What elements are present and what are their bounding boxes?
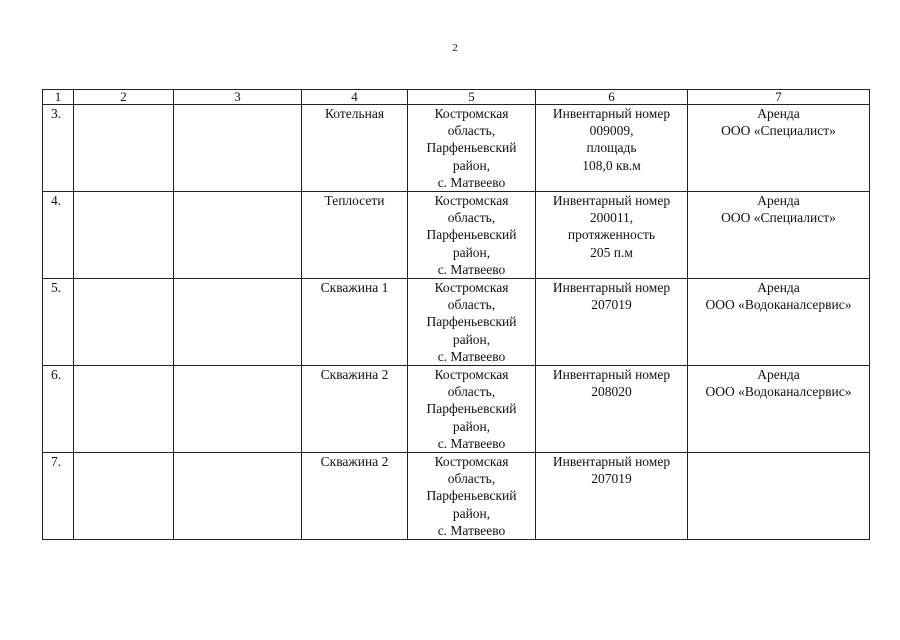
object-name-cell: Скважина 2 — [302, 366, 408, 453]
details-line: Инвентарный номер — [552, 454, 671, 470]
object-name-cell: Скважина 2 — [302, 453, 408, 540]
address-cell — [408, 279, 536, 366]
address-line: с. Матвеево — [437, 174, 506, 190]
encumbrance-cell — [688, 366, 870, 453]
address-line: район, — [452, 331, 491, 347]
encumbrance-line: Аренда — [757, 106, 800, 121]
column-header-5: 5 — [408, 90, 536, 105]
details-cell — [536, 453, 688, 540]
encumbrance-line: Аренда — [757, 280, 800, 296]
row-number-cell: 5. — [43, 279, 74, 366]
column-header-1: 1 — [43, 90, 74, 105]
details-line: Инвентарный номер — [552, 367, 671, 383]
details-line: 200011, — [589, 210, 634, 226]
details-line: 207019 — [591, 471, 632, 487]
details-line: 205 п.м — [590, 244, 633, 260]
column-header-6: 6 — [536, 90, 688, 105]
encumbrance-line: ООО «Специалист» — [721, 123, 836, 139]
column-2-cell — [74, 105, 174, 192]
address-cell — [408, 453, 536, 540]
column-2-cell — [74, 192, 174, 279]
address-line: район, — [452, 244, 491, 260]
column-3-cell — [174, 366, 302, 453]
table-row — [43, 105, 870, 192]
details-line: Инвентарный номер — [552, 193, 671, 209]
details-line: Инвентарный номер — [552, 280, 671, 296]
address-line: Костромская — [434, 454, 509, 470]
column-3-cell — [174, 105, 302, 192]
details-cell — [536, 366, 688, 453]
address-line: с. Матвеево — [437, 522, 506, 538]
address-line: Парфеньевский — [426, 488, 517, 504]
column-3-cell — [174, 279, 302, 366]
details-line: 108,0 кв.м — [582, 157, 641, 173]
address-line: с. Матвеево — [437, 261, 506, 277]
address-line: с. Матвеево — [437, 348, 506, 364]
table-row — [43, 366, 870, 453]
details-line: Инвентарный номер — [552, 106, 671, 121]
address-line: Парфеньевский — [426, 401, 517, 417]
details-cell — [536, 279, 688, 366]
encumbrance-line: Аренда — [757, 367, 800, 383]
address-line: район, — [452, 505, 491, 521]
address-line: Парфеньевский — [426, 140, 517, 156]
address-cell — [408, 105, 536, 192]
details-line: протяженность — [567, 227, 656, 243]
address-line: область, — [447, 384, 496, 400]
address-line: район, — [452, 157, 491, 173]
details-line: 207019 — [591, 297, 632, 313]
address-line: область, — [447, 210, 496, 226]
address-cell — [408, 192, 536, 279]
encumbrance-line: ООО «Водоканалсервис» — [705, 297, 852, 313]
column-header-2: 2 — [74, 90, 174, 105]
address-line: область, — [447, 123, 496, 139]
details-line: 009009, — [589, 123, 634, 139]
column-header-7: 7 — [688, 90, 870, 105]
column-header-3: 3 — [174, 90, 302, 105]
address-line: Костромская — [434, 280, 509, 296]
encumbrance-line: Аренда — [757, 193, 800, 209]
table-body — [43, 105, 870, 540]
row-number-cell: 6. — [43, 366, 74, 453]
encumbrance-line: ООО «Водоканалсервис» — [705, 384, 852, 400]
address-line: Костромская — [434, 367, 509, 383]
object-name-cell: Скважина 1 — [302, 279, 408, 366]
address-line: область, — [447, 297, 496, 313]
address-line: область, — [447, 471, 496, 487]
address-line: с. Матвеево — [437, 435, 506, 451]
row-number-cell: 4. — [43, 192, 74, 279]
encumbrance-line: ООО «Специалист» — [721, 210, 836, 226]
address-line: Парфеньевский — [426, 227, 517, 243]
encumbrance-cell — [688, 279, 870, 366]
address-line: Костромская — [434, 193, 509, 209]
table-row — [43, 453, 870, 540]
encumbrance-cell — [688, 105, 870, 192]
table-row — [43, 279, 870, 366]
object-name-cell: Котельная — [302, 105, 408, 192]
column-3-cell — [174, 192, 302, 279]
column-3-cell — [174, 453, 302, 540]
row-number-cell: 7. — [43, 453, 74, 540]
table-row — [43, 192, 870, 279]
details-line: 208020 — [591, 384, 632, 400]
address-line: район, — [452, 418, 491, 434]
page-number: 2 — [452, 42, 458, 54]
object-name-cell: Теплосети — [302, 192, 408, 279]
address-line: Парфеньевский — [426, 314, 517, 330]
details-cell — [536, 192, 688, 279]
details-cell — [536, 105, 688, 192]
details-line: площадь — [586, 140, 637, 156]
address-cell — [408, 366, 536, 453]
row-number-cell: 3. — [43, 105, 74, 192]
column-2-cell — [74, 453, 174, 540]
column-number-row — [43, 90, 870, 105]
column-header-4: 4 — [302, 90, 408, 105]
property-registry-table — [42, 89, 870, 540]
column-2-cell — [74, 366, 174, 453]
encumbrance-cell — [688, 453, 870, 540]
address-line: Костромская — [434, 106, 509, 121]
column-2-cell — [74, 279, 174, 366]
encumbrance-cell — [688, 192, 870, 279]
